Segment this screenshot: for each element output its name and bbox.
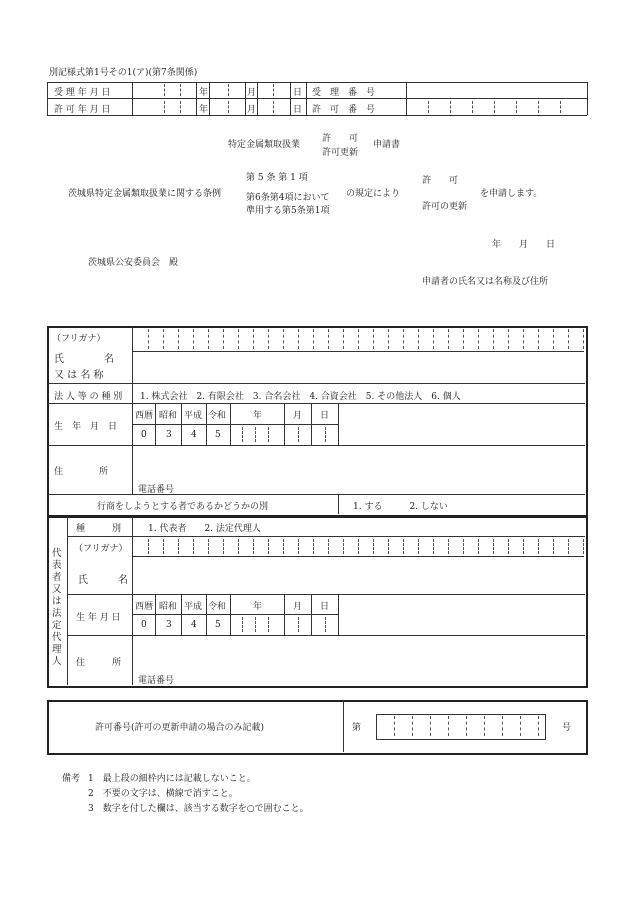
grid-tick xyxy=(463,329,464,349)
grid-tick xyxy=(448,329,449,349)
grid-tick xyxy=(583,329,584,349)
permit-date-label: 許 可 年 月 日 xyxy=(54,105,111,115)
grid-tick xyxy=(523,539,524,554)
grid-tick xyxy=(313,329,314,349)
title-permit: 許 可 xyxy=(322,134,359,144)
grid-tick xyxy=(163,329,164,349)
grid-tick xyxy=(373,329,374,349)
ordinance-name: 茨城県特定金属類取扱業に関する条例 xyxy=(68,189,222,199)
rep-era-reiwa[interactable]: 令和 xyxy=(208,602,227,612)
body-permit: 許 可 xyxy=(422,176,459,186)
grid-tick xyxy=(508,539,509,554)
name-label-1: 氏 名 xyxy=(54,354,114,365)
grid-tick xyxy=(268,539,269,554)
birth-year: 年 xyxy=(253,411,263,421)
grid-tick xyxy=(538,716,539,736)
top-day-2: 日 xyxy=(293,105,303,115)
grid-tick xyxy=(328,539,329,554)
rep-birth-year: 年 xyxy=(253,602,263,612)
received-no-label: 受 理 番 号 xyxy=(312,88,376,98)
grid-tick xyxy=(484,716,485,736)
grid-tick xyxy=(403,329,404,349)
era-seireki[interactable]: 西暦 xyxy=(135,411,154,421)
peddler-question: 行商をしようとする者であるかどうかの別 xyxy=(97,502,269,512)
grid-tick xyxy=(253,539,254,554)
note-item: 2 不要の文字は、横線で消すこと。 xyxy=(88,789,238,799)
rep-era-showa[interactable]: 昭和 xyxy=(159,602,178,612)
top-year-1: 年 xyxy=(199,88,209,98)
body-renewal: 許可の更新 xyxy=(422,202,468,212)
era-showa[interactable]: 昭和 xyxy=(159,411,178,421)
rep-era-num-4: 4 xyxy=(191,620,197,630)
grid-tick xyxy=(163,539,164,554)
rep-era-num-5: 5 xyxy=(215,620,221,630)
grid-tick xyxy=(373,539,374,554)
grid-tick xyxy=(583,539,584,554)
grid-tick xyxy=(358,539,359,554)
rep-era-heisei[interactable]: 平成 xyxy=(184,602,203,612)
grid-tick xyxy=(448,539,449,554)
grid-tick xyxy=(223,539,224,554)
grid-tick xyxy=(502,716,503,736)
rep-form xyxy=(47,515,588,688)
grid-tick xyxy=(430,716,431,736)
grid-tick xyxy=(253,329,254,349)
grid-tick xyxy=(343,329,344,349)
top-month-1: 月 xyxy=(247,88,257,98)
rep-birth-day: 日 xyxy=(320,602,330,612)
permit-number-label: 許可番号(許可の更新申請の場合のみ記載) xyxy=(95,723,265,733)
notes-head: 備考 xyxy=(62,774,81,784)
grid-tick xyxy=(268,329,269,349)
note-item: 3 数字を付した欄は、該当する数字を○で囲むこと。 xyxy=(88,804,309,814)
grid-tick xyxy=(208,539,209,554)
grid-tick xyxy=(448,716,449,736)
address-label: 住 所 xyxy=(54,467,109,477)
grid-tick xyxy=(388,329,389,349)
rep-era-num-0: 0 xyxy=(141,620,147,630)
top-month-2: 月 xyxy=(247,105,257,115)
grid-tick xyxy=(283,539,284,554)
grid-tick xyxy=(298,329,299,349)
grid-tick xyxy=(553,329,554,349)
grid-tick xyxy=(238,539,239,554)
connector-text: の規定により xyxy=(346,189,401,199)
permit-number-prefix: 第 xyxy=(352,723,362,733)
note-item: 1 最上段の細枠内には記載しないこと。 xyxy=(88,774,256,784)
title-main: 特定金属類取扱業 xyxy=(228,140,301,150)
grid-tick xyxy=(358,329,359,349)
top-day-1: 日 xyxy=(293,88,303,98)
era-reiwa[interactable]: 令和 xyxy=(208,411,227,421)
grid-tick xyxy=(148,329,149,349)
rep-birth-label: 生 年 月 日 xyxy=(76,613,121,623)
birth-day: 日 xyxy=(320,411,330,421)
grid-tick xyxy=(478,329,479,349)
grid-tick xyxy=(208,329,209,349)
grid-tick xyxy=(283,329,284,349)
grid-tick xyxy=(418,539,419,554)
birth-month: 月 xyxy=(293,411,303,421)
grid-tick xyxy=(223,329,224,349)
grid-tick xyxy=(433,539,434,554)
birth-label: 生 年 月 日 xyxy=(54,422,118,432)
grid-tick xyxy=(538,539,539,554)
main-form xyxy=(47,326,588,518)
article-alt-1: 第6条第4項において xyxy=(246,193,330,203)
rep-type-options[interactable]: 1. 代表者 2. 法定代理人 xyxy=(148,524,261,534)
corp-type-options[interactable]: 1. 株式会社 2. 有限会社 3. 合名会社 4. 合資会社 5. その他法人 6. 個人 xyxy=(140,392,461,402)
grid-tick xyxy=(394,716,395,736)
grid-tick xyxy=(508,329,509,349)
date-line: 年 月 日 xyxy=(492,240,556,250)
grid-tick xyxy=(313,539,314,554)
grid-tick xyxy=(238,329,239,349)
phone-label: 電話番号 xyxy=(138,485,175,495)
furigana-label: （フリガナ） xyxy=(52,334,106,344)
grid-tick xyxy=(478,539,479,554)
grid-tick xyxy=(568,539,569,554)
grid-tick xyxy=(463,539,464,554)
grid-tick xyxy=(328,329,329,349)
permit-no-label: 許 可 番 号 xyxy=(312,105,376,115)
article-main: 第 5 条 第 1 項 xyxy=(246,173,308,183)
addressee: 茨城県公安委員会 殿 xyxy=(88,258,179,268)
grid-tick xyxy=(538,329,539,349)
grid-tick xyxy=(412,716,413,736)
corp-type-label: 法 人 等 の 種 別 xyxy=(54,392,123,402)
name-label-2: 又 は 名 称 xyxy=(54,370,104,381)
era-num-5: 5 xyxy=(215,430,221,440)
peddler-options[interactable]: 1. する 2. しない xyxy=(353,502,448,512)
title-renewal: 許可更新 xyxy=(322,148,359,158)
era-num-0: 0 xyxy=(141,430,147,440)
grid-tick xyxy=(343,539,344,554)
grid-tick xyxy=(298,539,299,554)
grid-tick xyxy=(520,716,521,736)
closing-text: を申請します。 xyxy=(480,189,543,199)
title-suffix: 申請書 xyxy=(373,140,401,150)
era-heisei[interactable]: 平成 xyxy=(184,411,203,421)
grid-tick xyxy=(193,539,194,554)
grid-tick xyxy=(193,329,194,349)
grid-tick xyxy=(178,329,179,349)
grid-tick xyxy=(388,539,389,554)
rep-address-label: 住 所 xyxy=(76,658,122,668)
era-num-3: 3 xyxy=(166,430,172,440)
grid-tick xyxy=(403,539,404,554)
era-num-4: 4 xyxy=(191,430,197,440)
rep-furigana-label: （フリガナ） xyxy=(74,544,128,554)
article-alt-2: 準用する第5条第1項 xyxy=(246,206,330,216)
rep-name-label: 氏 名 xyxy=(78,575,128,586)
rep-birth-month: 月 xyxy=(293,602,303,612)
grid-tick xyxy=(418,329,419,349)
rep-phone-label: 電話番号 xyxy=(138,676,175,686)
grid-tick xyxy=(466,716,467,736)
rep-type-label: 種 別 xyxy=(76,524,122,534)
rep-era-seireki[interactable]: 西暦 xyxy=(135,602,154,612)
grid-tick xyxy=(148,539,149,554)
permit-number-suffix: 号 xyxy=(562,723,572,733)
form-title: 別記様式第1号その1(ア)(第7条関係) xyxy=(49,68,198,78)
grid-tick xyxy=(178,539,179,554)
grid-tick xyxy=(523,329,524,349)
grid-tick xyxy=(568,329,569,349)
applicant-label: 申請者の氏名又は名称及び住所 xyxy=(422,277,549,287)
top-year-2: 年 xyxy=(199,105,209,115)
received-date-label: 受 理 年 月 日 xyxy=(54,88,111,98)
grid-tick xyxy=(493,329,494,349)
rep-side-label: 代表者又は法定代理人 xyxy=(52,548,62,667)
grid-tick xyxy=(493,539,494,554)
grid-tick xyxy=(553,539,554,554)
grid-tick xyxy=(433,329,434,349)
rep-era-num-3: 3 xyxy=(166,620,172,630)
